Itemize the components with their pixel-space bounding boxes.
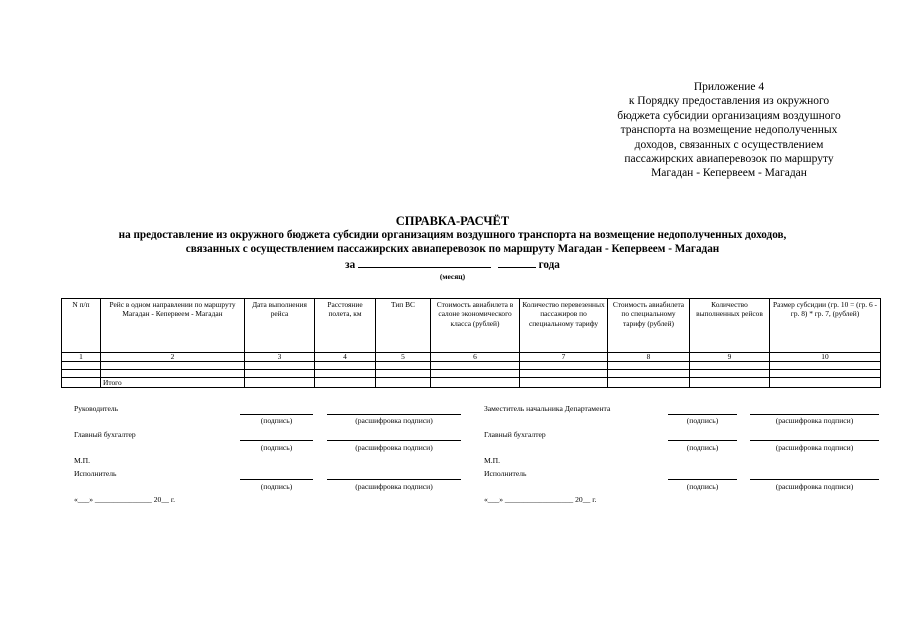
right-accountant-sign-line[interactable] [668,440,737,441]
table-cell[interactable] [245,378,315,388]
column-header: Количество выполненных рейсов [690,299,770,353]
appendix-line: к Порядку предоставления из окружного [628,95,830,108]
table-cell[interactable] [770,378,881,388]
table-cell[interactable] [431,362,520,370]
appendix-note [598,80,860,181]
column-number: 8 [608,353,690,362]
table-header-row [62,299,881,353]
table-cell[interactable] [690,378,770,388]
right-executor-decode-line[interactable] [750,479,879,480]
total-row [62,378,881,388]
table-cell[interactable] [520,362,608,370]
left-executor-sign-line[interactable] [240,479,313,480]
column-header: Стоимость авиабилета по специальному тарифу (рублей) [608,299,690,353]
decode-caption: (расшифровка подписи) [775,416,854,425]
left-head-decode-line[interactable] [327,414,461,415]
table-cell[interactable] [608,370,690,378]
left-accountant-label: Главный бухгалтер [74,430,136,439]
decode-caption: (расшифровка подписи) [355,416,433,425]
left-stamp-label: М.П. [74,456,91,465]
decode-caption: (расшифровка подписи) [355,443,433,452]
title-line-1: на предоставление из окружного бюджета субсидии организациям воздушного транспорта на возмещение недополученных доходов, [118,229,787,241]
appendix-line: Приложение 4 [693,81,765,93]
column-number: 3 [245,353,315,362]
left-date-line[interactable]: «___» _______________ 20__ г. [74,495,175,504]
column-header: Количество перевезенных пассажиров по специальному тарифу [520,299,608,353]
column-header: Тип ВС [376,299,431,353]
table-cell[interactable] [770,362,881,370]
right-date-line[interactable]: «___» __________________ 20__ г. [484,495,597,504]
table-cell[interactable] [690,370,770,378]
appendix-line: Магадан - Кепервеем - Магадан [651,167,807,180]
total-label: Итого [101,378,245,388]
table-cell [62,378,101,388]
table-cell[interactable] [520,378,608,388]
table-row [62,362,881,370]
table-cell[interactable] [245,362,315,370]
table-cell[interactable] [245,370,315,378]
title-main: СПРАВКА-РАСЧЁТ [395,214,510,228]
appendix-line: бюджета субсидии организациям воздушного [617,109,841,122]
document-title [40,214,865,282]
column-header: Расстояние полета, км [315,299,376,353]
table-cell[interactable] [315,362,376,370]
sign-caption: (подпись) [686,443,719,452]
table-cell[interactable] [376,362,431,370]
column-header: Дата выполнения рейса [245,299,315,353]
column-number-row [62,353,881,362]
column-header: Стоимость авиабилета в салоне экономического класса (рублей) [431,299,520,353]
right-head-sign-line[interactable] [668,414,737,415]
right-accountant-decode-line[interactable] [750,440,879,441]
right-stamp-label: М.П. [484,456,501,465]
right-accountant-label: Главный бухгалтер [484,430,546,439]
appendix-line: пассажирских авиаперевозок по маршруту [624,153,834,166]
left-executor-label: Исполнитель [74,469,117,478]
table-cell[interactable] [315,378,376,388]
table-cell[interactable] [608,362,690,370]
table-cell[interactable] [431,370,520,378]
title-line-2: связанных с осуществлением пассажирских авиаперевозок по маршруту Магадан - Кепервеем - Магадан [185,242,720,255]
table-cell[interactable] [62,362,101,370]
column-number: 10 [770,353,881,362]
table-cell[interactable] [376,370,431,378]
sign-caption: (подпись) [260,482,293,491]
table-cell[interactable] [608,378,690,388]
table-cell[interactable] [376,378,431,388]
left-accountant-sign-line[interactable] [240,440,313,441]
column-number: 2 [101,353,245,362]
table-cell[interactable] [431,378,520,388]
left-executor-decode-line[interactable] [327,479,461,480]
left-head-label: Руководитель [74,404,119,413]
left-head-sign-line[interactable] [240,414,313,415]
table-cell[interactable] [770,370,881,378]
column-number: 9 [690,353,770,362]
calculation-table [61,298,881,388]
year-blank [498,257,536,268]
column-number: 7 [520,353,608,362]
decode-caption: (расшифровка подписи) [775,443,854,452]
left-accountant-decode-line[interactable] [327,440,461,441]
sign-caption: (подпись) [686,482,719,491]
column-header: N п/п [62,299,101,353]
sign-caption: (подпись) [260,443,293,452]
appendix-line: транспорта на возмещение недополученных [620,124,838,137]
column-header: Размер субсидии (гр. 10 = (гр. 6 - гр. 8) * гр. 7, (рублей) [770,299,881,353]
right-executor-label: Исполнитель [484,469,527,478]
month-caption: (месяц) [439,272,466,281]
table-cell[interactable] [101,362,245,370]
month-blank [358,257,491,268]
column-number: 6 [431,353,520,362]
sign-caption: (подпись) [260,416,293,425]
right-executor-sign-line[interactable] [668,479,737,480]
column-number: 4 [315,353,376,362]
decode-caption: (расшифровка подписи) [775,482,854,491]
period-suffix: года [538,259,560,271]
table-cell[interactable] [62,370,101,378]
decode-caption: (расшифровка подписи) [355,482,433,491]
right-head-decode-line[interactable] [750,414,879,415]
sign-caption: (подпись) [686,416,719,425]
period-line [40,257,865,272]
column-number: 1 [62,353,101,362]
table-cell[interactable] [690,362,770,370]
table-cell[interactable] [520,370,608,378]
appendix-line: доходов, связанных с осуществлением [634,138,824,151]
right-head-label: Заместитель начальника Департамента [484,404,611,413]
period-prefix: за [345,259,356,271]
table-cell[interactable] [315,370,376,378]
column-header: Рейс в одном направлении по маршруту Магадан - Кепервеем - Магадан [101,299,245,353]
table-cell[interactable] [101,370,245,378]
column-number: 5 [376,353,431,362]
table-row [62,370,881,378]
